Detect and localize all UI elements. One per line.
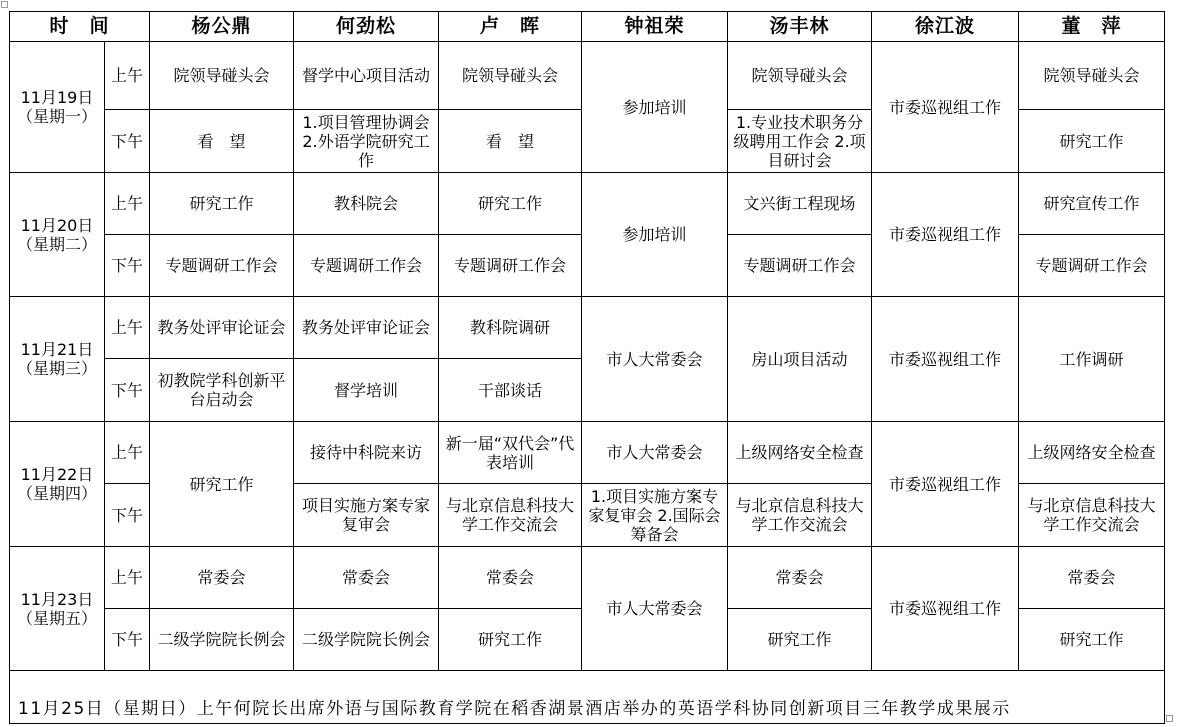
- header-person: 徐江波: [872, 12, 1019, 42]
- schedule-cell: 与北京信息科技大学工作交流会: [1019, 484, 1165, 547]
- period-pm: 下午: [105, 359, 150, 422]
- schedule-cell: 新一届“双代会”代表培训: [439, 422, 582, 484]
- schedule-cell: 工作调研: [1019, 297, 1165, 422]
- date-cell: [10, 297, 105, 422]
- schedule-cell: 专题调研工作会: [439, 235, 582, 297]
- schedule-cell: 研究工作: [439, 173, 582, 235]
- schedule-cell: 市委巡视组工作: [872, 422, 1019, 547]
- schedule-cell: 1.项目管理协调会 2.外语学院研究工作: [294, 110, 439, 173]
- weekday-label: （星期一）: [16, 107, 97, 126]
- table-row: [10, 547, 1165, 609]
- schedule-cell: 市人大常委会: [582, 297, 728, 422]
- date-cell: [10, 422, 105, 547]
- date-cell: [10, 547, 105, 671]
- schedule-cell: 1.项目实施方案专家复审会 2.国际会筹备会: [582, 484, 728, 547]
- period-am: 上午: [105, 547, 150, 609]
- schedule-cell: 研究工作: [1019, 110, 1165, 173]
- date-label: 11月23日: [20, 589, 94, 609]
- date-label: 11月19日: [20, 88, 94, 107]
- schedule-cell: 院领导碰头会: [150, 42, 294, 110]
- schedule-cell: 项目实施方案专家复审会: [294, 484, 439, 547]
- schedule-cell: 市人大常委会: [582, 422, 728, 484]
- header-person: 董 萍: [1019, 12, 1165, 42]
- schedule-cell: 二级学院院长例会: [294, 609, 439, 671]
- date-cell: [10, 42, 105, 173]
- period-pm: 下午: [105, 235, 150, 297]
- period-am: 上午: [105, 297, 150, 359]
- weekday-label: （星期四）: [16, 484, 97, 503]
- schedule-cell: 教科院会: [294, 173, 439, 235]
- schedule-cell: 教务处评审论证会: [294, 297, 439, 359]
- schedule-cell: 看 望: [439, 110, 582, 173]
- table-row: [10, 173, 1165, 235]
- schedule-cell: 院领导碰头会: [1019, 42, 1165, 110]
- schedule-cell: 专题调研工作会: [728, 235, 872, 297]
- schedule-cell: 市人大常委会: [582, 547, 728, 671]
- date-label: 11月20日: [20, 215, 94, 235]
- header-person: 杨公鼎: [150, 12, 294, 42]
- schedule-cell: 督学培训: [294, 359, 439, 422]
- schedule-cell: 二级学院院长例会: [150, 609, 294, 671]
- schedule-cell: 专题调研工作会: [150, 235, 294, 297]
- schedule-cell: 上级网络安全检查: [1019, 422, 1165, 484]
- schedule-cell: 教务处评审论证会: [150, 297, 294, 359]
- weekday-label: （星期五）: [16, 608, 97, 628]
- schedule-cell: 与北京信息科技大学工作交流会: [728, 484, 872, 547]
- date-cell: [10, 173, 105, 297]
- schedule-cell: 研究宣传工作: [1019, 173, 1165, 235]
- schedule-cell: 看 望: [150, 110, 294, 173]
- period-am: 上午: [105, 42, 150, 110]
- schedule-cell: 专题调研工作会: [294, 235, 439, 297]
- period-pm: 下午: [105, 484, 150, 547]
- schedule-cell: 研究工作: [728, 609, 872, 671]
- schedule-cell: 参加培训: [582, 173, 728, 297]
- schedule-cell: 院领导碰头会: [439, 42, 582, 110]
- schedule-cell: 研究工作: [439, 609, 582, 671]
- period-am: 上午: [105, 422, 150, 484]
- period-am: 上午: [105, 173, 150, 235]
- table-resize-handle[interactable]: [1166, 715, 1173, 722]
- schedule-cell: 督学中心项目活动: [294, 42, 439, 110]
- schedule-cell: 1.专业技术职务分级聘用工作会 2.项目研讨会: [728, 110, 872, 173]
- schedule-cell: 教科院调研: [439, 297, 582, 359]
- table-row: [10, 42, 1165, 110]
- schedule-cell: 文兴街工程现场: [728, 173, 872, 235]
- period-pm: 下午: [105, 110, 150, 173]
- schedule-cell: 常委会: [150, 547, 294, 609]
- schedule-cell: 常委会: [439, 547, 582, 609]
- weekday-label: （星期三）: [16, 359, 97, 378]
- schedule-cell: 与北京信息科技大学工作交流会: [439, 484, 582, 547]
- schedule-cell: 房山项目活动: [728, 297, 872, 422]
- weekly-schedule-table: [9, 11, 1165, 724]
- weekday-label: （星期二）: [16, 234, 97, 254]
- schedule-cell: 初教院学科创新平台启动会: [150, 359, 294, 422]
- schedule-cell: 市委巡视组工作: [872, 297, 1019, 422]
- footer-note: 11月25日（星期日）上午何院长出席外语与国际教育学院在稻香湖景酒店举办的英语学科协同创新项目三年教学成果展示: [10, 671, 1165, 724]
- schedule-cell: 市委巡视组工作: [872, 547, 1019, 671]
- schedule-cell: 研究工作: [1019, 609, 1165, 671]
- table-row: [10, 297, 1165, 359]
- header-person: 钟祖荣: [582, 12, 728, 42]
- schedule-cell: 市委巡视组工作: [872, 42, 1019, 173]
- date-label: 11月22日: [20, 465, 94, 484]
- schedule-cell: 研究工作: [150, 422, 294, 547]
- header-time: 时 间: [10, 12, 150, 42]
- schedule-cell: 常委会: [294, 547, 439, 609]
- header-row: [10, 12, 1165, 42]
- table-move-handle[interactable]: [1, 1, 8, 8]
- schedule-cell: 市委巡视组工作: [872, 173, 1019, 297]
- schedule-cell: 常委会: [728, 547, 872, 609]
- table-row: [10, 422, 1165, 484]
- header-person: 何劲松: [294, 12, 439, 42]
- header-person: 卢 晖: [439, 12, 582, 42]
- period-pm: 下午: [105, 609, 150, 671]
- schedule-cell: 接待中科院来访: [294, 422, 439, 484]
- schedule-cell: 干部谈话: [439, 359, 582, 422]
- schedule-cell: 上级网络安全检查: [728, 422, 872, 484]
- schedule-cell: 专题调研工作会: [1019, 235, 1165, 297]
- schedule-cell: 参加培训: [582, 42, 728, 173]
- schedule-cell: 常委会: [1019, 547, 1165, 609]
- date-label: 11月21日: [20, 340, 94, 359]
- footer-row: [10, 671, 1165, 724]
- schedule-cell: 研究工作: [150, 173, 294, 235]
- schedule-cell: 院领导碰头会: [728, 42, 872, 110]
- header-person: 汤丰林: [728, 12, 872, 42]
